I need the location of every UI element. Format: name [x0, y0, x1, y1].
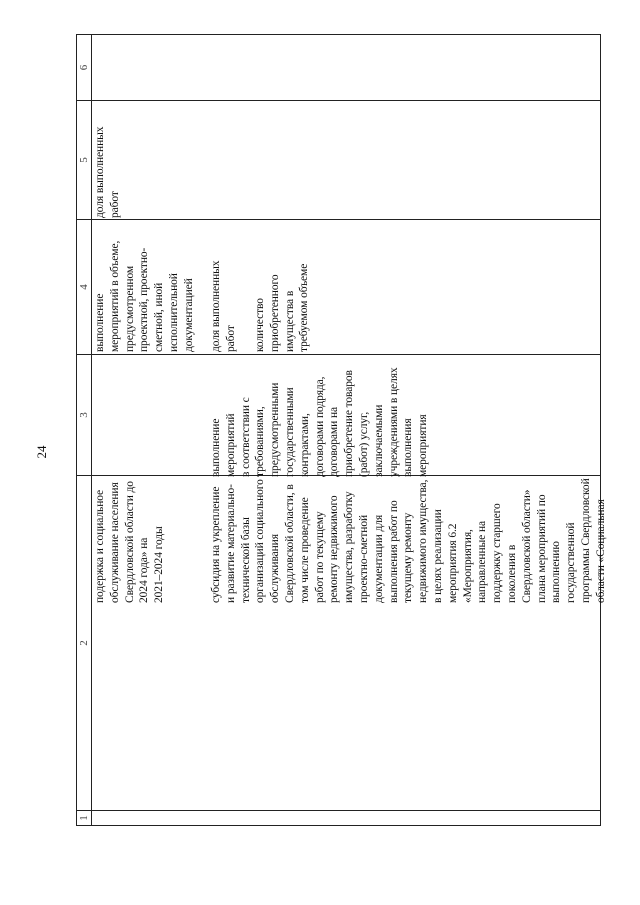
row1-col3-text: подержка и социальное обслуживание населения Свердловской области до 2024 года» на 2021–2024 годы: [94, 481, 166, 603]
col-header-3: 3: [76, 354, 92, 476]
col-header-2: 2: [76, 475, 92, 811]
row2-col5b-text: количество приобретенного имущества в требуемом объеме: [254, 263, 311, 352]
rotated-table: [76, 34, 607, 826]
row2-col4-text: выполнение мероприятий в соответствии с требованиями, предусмотренными государственными контрактами, договорами подряда, договорами на приобретение товаров (работ) услуг, заключаемыми учреждениями в целях выполнения мероприятия: [210, 367, 430, 477]
col-body-5: [91, 100, 601, 220]
row2-col3-text: субсидия на укрепление и развитие материально- технической базы организаций социального обслуживания Свердловской области, в том числе проведение работ по текущему ремонту недвижимого имущества, разработку проектно-сметной документации для выполнения работ по текущему ремонту недвижимого имущества, в целях реализации мероприятия 6.2 «Мероприятия, направленные на поддержку старшего поколения в Свердловской области» плана мероприятий по выполнению государственной программы Свердловской области «Социальная: [210, 478, 607, 603]
row1-col5-text: доля выполненных работ: [94, 126, 121, 218]
col-body-1: [91, 810, 601, 826]
col-header-1: 1: [76, 810, 92, 826]
page-number: 24: [34, 445, 49, 459]
col-body-6: [91, 34, 601, 101]
col-header-6: 6: [76, 34, 92, 101]
row1-col4-text: выполнение мероприятий в объеме, предусмотренном проектной, проектно- сметной, иной исполнительной документацией: [94, 240, 195, 352]
row2-col5a-text: доля выполненных работ: [210, 260, 237, 352]
col-header-5: 5: [76, 100, 92, 220]
table-canvas: [76, 34, 607, 826]
col-header-4: 4: [76, 219, 92, 355]
